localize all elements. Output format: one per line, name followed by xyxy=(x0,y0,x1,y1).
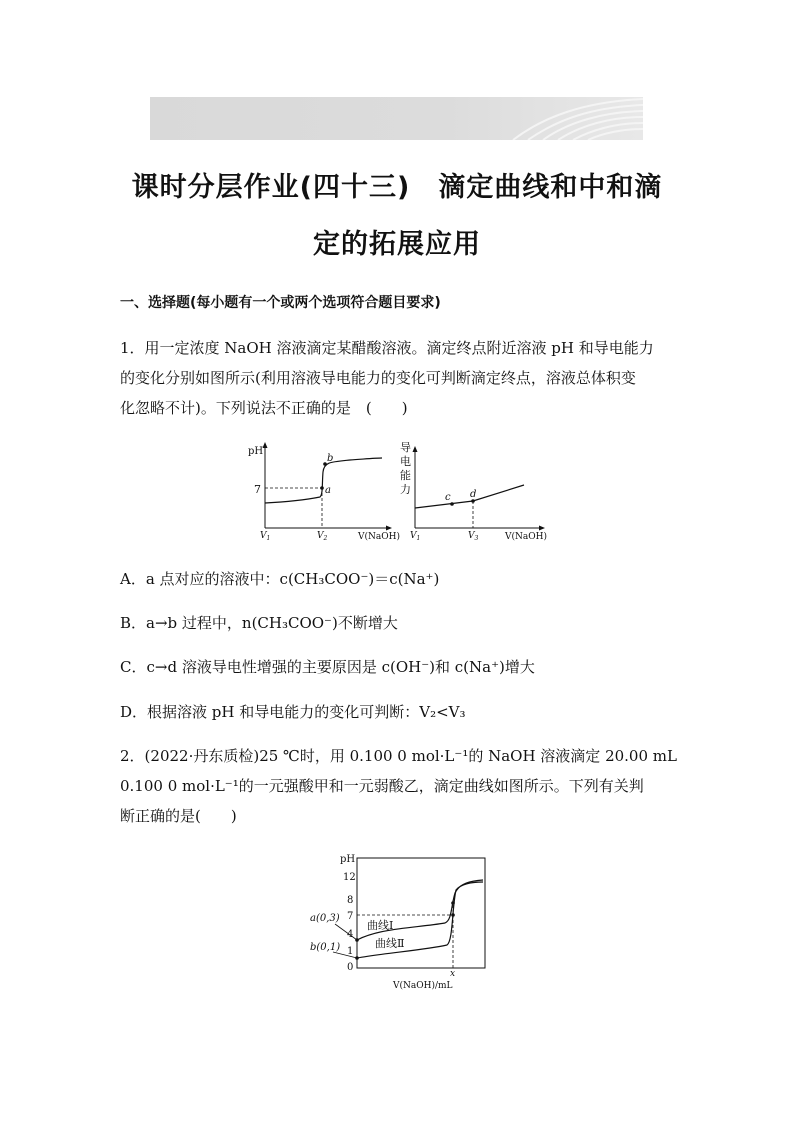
q2-figure xyxy=(305,848,495,993)
left-x-v1: $V_1$ xyxy=(260,531,271,542)
right-ylabel-2: 电 xyxy=(400,455,411,468)
right-x-v1: $V_1$ xyxy=(410,531,421,542)
q2-curve2-label: 曲线Ⅱ xyxy=(375,937,405,950)
page-title-line2: 定的拓展应用 xyxy=(313,229,481,260)
q2-tick-0: 0 xyxy=(347,962,354,973)
q2-stem-line1: 2．(2022·丹东质检)25 ℃时，用 0.100 0 mol·L⁻¹的 NaOH 溶液滴定 20.00 mL xyxy=(120,747,677,765)
right-xlabel: V(NaOH) xyxy=(505,532,547,542)
q1-option-c: C．c→d 溶液导电性增强的主要原因是 c(OH⁻)和 c(Na⁺)增大 xyxy=(120,658,535,676)
swirl-decoration-icon xyxy=(503,97,643,140)
right-label-c: c xyxy=(445,492,451,503)
q2-stem-line3: 断正确的是( ) xyxy=(120,807,237,825)
section-heading: 一、选择题(每小题有一个或两个选项符合题目要求) xyxy=(120,295,441,311)
left-xlabel: V(NaOH) xyxy=(358,532,400,542)
left-point-a xyxy=(320,486,324,490)
q2-curve1-label: 曲线Ⅰ xyxy=(367,919,394,932)
q2-point-equivalence xyxy=(451,913,455,917)
left-y-arrow-icon xyxy=(263,442,268,448)
q1-option-b: B．a→b 过程中，n(CH₃COO⁻)不断增大 xyxy=(120,614,398,632)
left-label-b: b xyxy=(327,453,334,464)
right-ylabel-3: 能 xyxy=(400,469,411,482)
right-x-arrow-icon xyxy=(539,526,545,531)
q2-point-curve2 xyxy=(451,901,455,905)
q2-label-a: a(0,3) xyxy=(310,913,340,924)
page-title-line1: 课时分层作业(四十三) 滴定曲线和中和滴 xyxy=(131,172,663,203)
q2-tick-4: 4 xyxy=(347,929,354,940)
left-tick-7: 7 xyxy=(254,483,261,496)
q2-point-b xyxy=(355,956,359,960)
right-label-d: d xyxy=(470,489,477,500)
q1-stem-line1: 1．用一定浓度 NaOH 溶液滴定某醋酸溶液。滴定终点附近溶液 pH 和导电能力 xyxy=(120,339,654,357)
right-y-arrow-icon xyxy=(413,446,418,452)
header-banner xyxy=(150,97,643,140)
q1-option-d: D．根据溶液 pH 和导电能力的变化可判断：V₂<V₃ xyxy=(120,703,466,721)
q2-ylabel: pH xyxy=(340,854,356,865)
q2-plot-frame xyxy=(357,858,485,968)
right-x-v3: $V_3$ xyxy=(468,531,479,542)
q1-stem-line2: 的变化分别如图所示(利用溶液导电能力的变化可判断滴定终点，溶液总体积变 xyxy=(120,369,636,387)
q2-tick-7: 7 xyxy=(347,911,354,922)
q1-figure xyxy=(240,440,560,546)
q1-stem-line3: 化忽略不计)。下列说法不正确的是 ( ) xyxy=(120,399,408,417)
q1-right-chart xyxy=(400,441,547,542)
left-x-arrow-icon xyxy=(386,526,392,531)
q1-option-a: A．a 点对应的溶液中：c(CH₃COO⁻)＝c(Na⁺) xyxy=(120,570,440,588)
q2-x-mark: x xyxy=(450,969,456,979)
q2-leader-a xyxy=(335,924,357,940)
q2-xlabel: V(NaOH)/mL xyxy=(393,981,453,991)
right-point-c xyxy=(450,502,454,506)
q2-point-a xyxy=(355,938,359,942)
q2-tick-1: 1 xyxy=(347,946,354,957)
right-ylabel-4: 力 xyxy=(400,483,411,496)
left-label-a: a xyxy=(325,485,331,496)
q2-stem-line2: 0.100 0 mol·L⁻¹的一元强酸甲和一元弱酸乙，滴定曲线如图所示。下列有关判 xyxy=(120,777,644,795)
q2-tick-8: 8 xyxy=(347,895,354,906)
q2-label-b: b(0,1) xyxy=(310,942,341,953)
left-ylabel: pH xyxy=(248,446,264,457)
q1-left-chart xyxy=(248,442,400,542)
left-x-v2: $V_2$ xyxy=(317,531,328,542)
q2-tick-12: 12 xyxy=(343,872,356,883)
right-ylabel-1: 导 xyxy=(400,441,411,454)
